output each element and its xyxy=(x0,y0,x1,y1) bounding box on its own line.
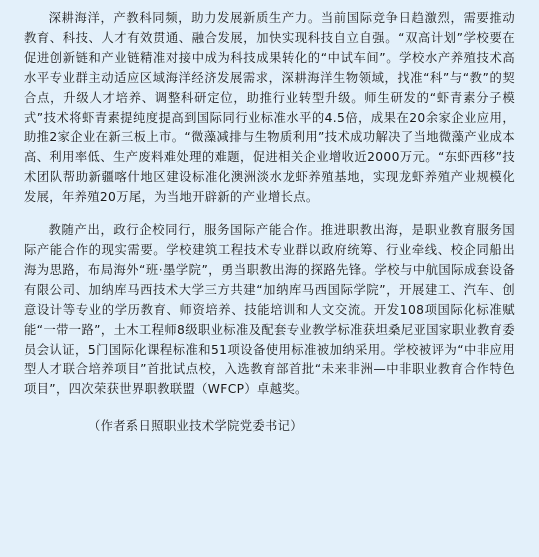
article-paragraph-1: 深耕海洋，产教科同频，助力发展新质生产力。当前国际竞争日趋激烈，需要推动教育、科技、人才有效贯通、融合发展，加快实现科技自立自强。“双高计划”学校要在促进创新链和产业链精准对接中成为科技成果转化的“中试车间”。学校水产养殖技术高水平专业群主动适应区域海洋经济发展需求，深耕海洋生物领域，找准“科”与“教”的契合点，升级人才培养、调整科研定位，助推行业转型升级。师生研发的“虾青素分子模式”技术将虾青素提纯度提高到国际同行业标准水平的4.5倍，成果在20余家企业应用，助推2家企业在新三板上市。“微藻减排与生物质利用”技术成功解决了当地微藻产业成本高、利用率低、生产废料难处理的难题，促进相关企业增收近2000万元。“东虾西移”技术团队帮助新疆喀什地区建设标准化澳洲淡水龙虾养殖基地，实现龙虾养殖产业规模化发展，年养殖20万尾，为当地开辟新的产业增长点。 xyxy=(24,11,515,205)
article-paragraph-2: 教随产出，政行企校同行，服务国际产能合作。推进职教出海，是职业教育服务国际产能合作的现实需要。学校建筑工程技术专业群以政府统筹、行业牵线、校企同船出海为思路，布局海外“班·墨学院”，勇当职教出海的探路先锋。学校与中航国际成套设备有限公司、加纳库马西技术大学三方共建“加纳库马西国际学院”，开展建工、汽车、创意设计等专业的学历教育、师资培养、技能培训和人文交流。开发108项国际化标准赋能“一带一路”，土木工程师8级职业标准及配套专业教学标准获坦桑尼亚国家职业教育委员会认证，5门国际化课程标准和51项设备使用标准被加纳采用。学校被评为“中非应用型人才联合培养项目”首批试点校，入选教育部首批“未来非洲—中非职业教育合作特色项目”，四次荣获世界职教联盟（WFCP）卓越奖。 xyxy=(24,223,515,397)
author-byline: （作者系日照职业技术学院党委书记） xyxy=(87,419,303,434)
